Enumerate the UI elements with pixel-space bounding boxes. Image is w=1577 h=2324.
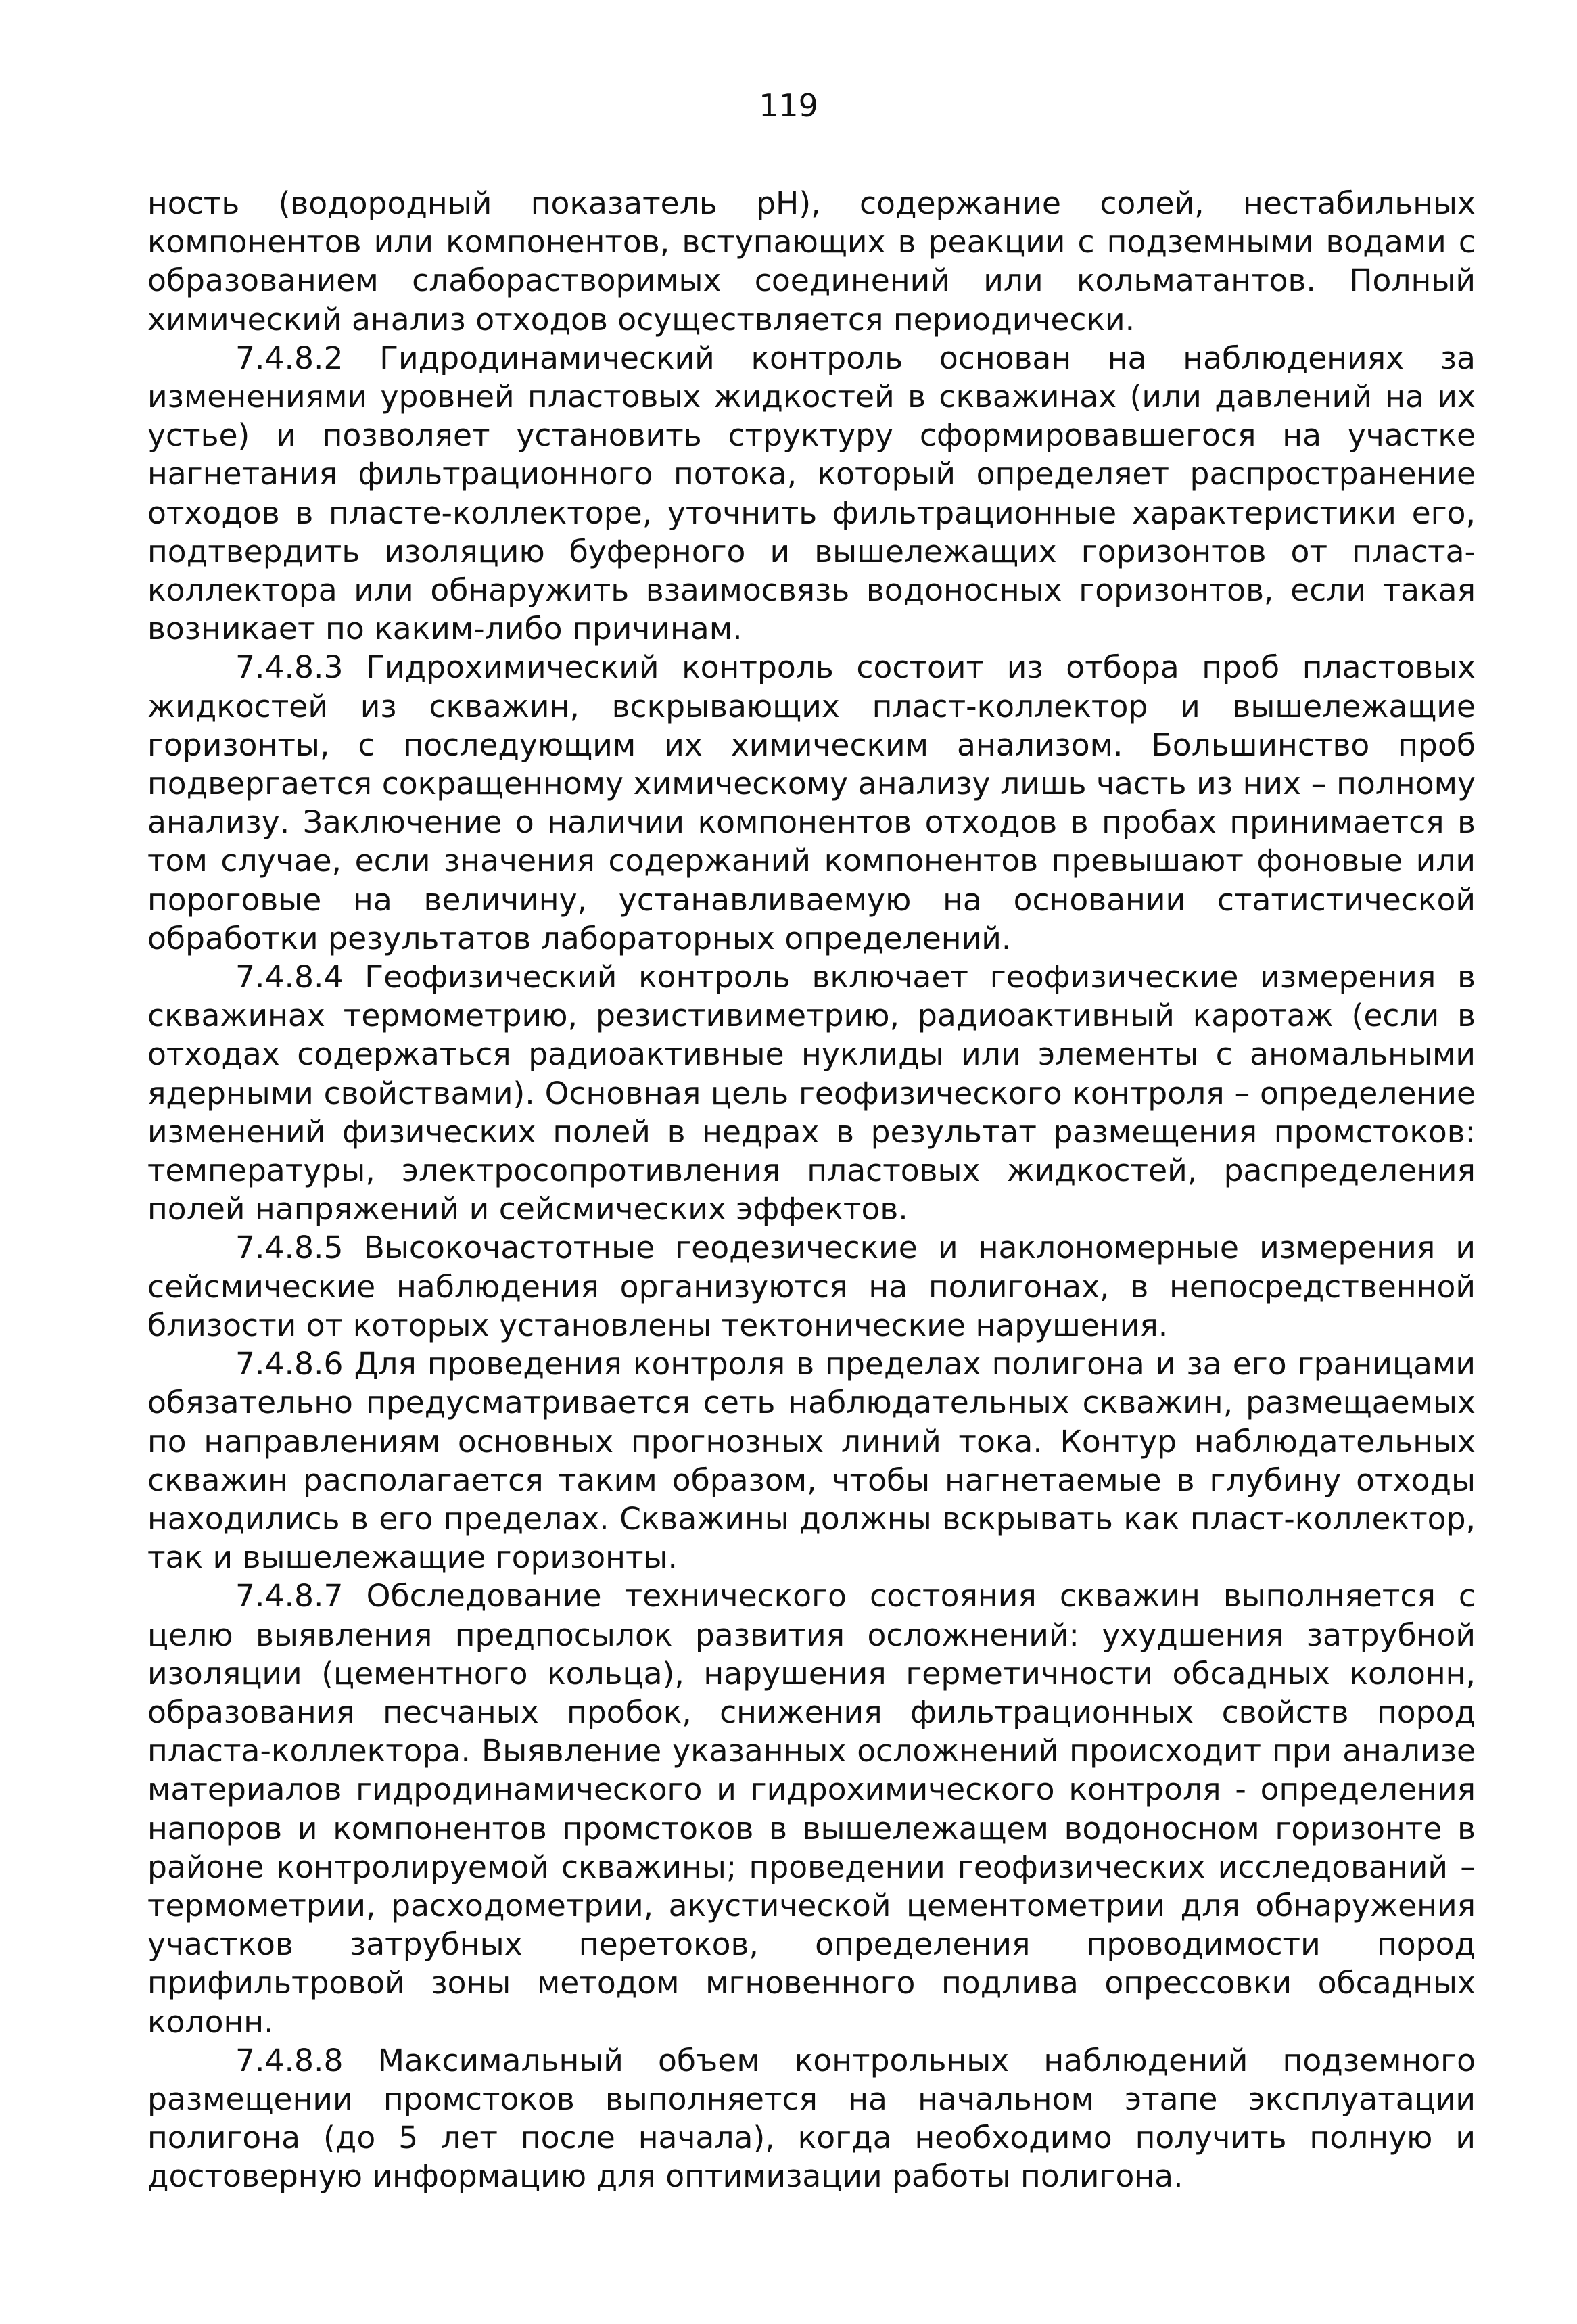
section-number: 7.4.8.8 <box>235 2042 344 2078</box>
page-number: 119 <box>759 87 818 124</box>
section-number: 7.4.8.3 <box>235 649 344 686</box>
paragraph-7-4-8-6 <box>147 1345 1476 1577</box>
paragraph-7-4-8-4 <box>147 958 1476 1228</box>
paragraph-text: Обследование технического состояния скважин выполняется с целю выявления предпосылок развития осложнений: ухудшения затрубной изоляции (цементного кольца), нарушения герметичности обсадных колонн, образования песчаных пробок, снижения фильтрационных свойств пород пласта-коллектора. Выявление указанных осложнений происходит при анализе материалов гидродинамического и гидрохимического контроля - определения напоров и компонентов промстоков в вышележащем водоносном горизонте в районе контролируемой скважины; проведении геофизических исследований – термометрии, расходометрии, акустической цементометрии для обнаружения участков затрубных перетоков, определения проводимости пород прифильтровой зоны методом мгновенного подлива опрессовки обсадных колонн. <box>147 1578 1476 2040</box>
paragraph-text: Высокочастотные геодезические и наклономерные измерения и сейсмические наблюдения организуются на полигонах, в непосредственной близости от которых установлены тектонические нарушения. <box>147 1230 1476 1343</box>
paragraph-text: Максимальный объем контрольных наблюдений подземного размещении промстоков выполняется на начальном этапе эксплуатации полигона (до 5 лет после начала), когда необходимо получить полную и достоверную информацию для оптимизации работы полигона. <box>147 2042 1476 2195</box>
section-number: 7.4.8.7 <box>235 1578 344 1614</box>
paragraph-text: Для проведения контроля в пределах полигона и за его границами обязательно предусматривается сеть наблюдательных скважин, размещаемых по направлениям основных прогнозных линий тока. Контур наблюдательных скважин располагается таким образом, чтобы нагнетаемые в глубину отходы находились в его пределах. Скважины должны вскрывать как пласт-коллектор, так и вышележащие горизонты. <box>147 1346 1476 1576</box>
paragraph-7-4-8-5 <box>147 1228 1476 1345</box>
paragraph-7-4-8-3 <box>147 648 1476 958</box>
paragraph-text: Гидрохимический контроль состоит из отбора проб пластовых жидкостей из скважин, вскрывающих пласт-коллектор и вышележащие горизонты, с последующим их химическим анализом. Большинство проб подвергается сокращенному химическому анализу лишь часть из них – полному анализу. Заключение о наличии компонентов отходов в пробах принимается в том случае, если значения содержаний компонентов превышают фоновые или пороговые на величину, устанавливаемую на основании статистической обработки результатов лабораторных определений. <box>147 649 1476 956</box>
section-number: 7.4.8.6 <box>235 1346 344 1382</box>
paragraph-text: Геофизический контроль включает геофизические измерения в скважинах термометрию, резистивиметрию, радиоактивный каротаж (если в отходах содержаться радиоактивные нуклиды или элементы с аномальными ядерными свойствами). Основная цель геофизического контроля – определение изменений физических полей в недрах в результат размещения промстоков: температуры, электросопротивления пластовых жидкостей, распределения полей напряжений и сейсмических эффектов. <box>147 959 1476 1228</box>
paragraph-text: ность (водородный показатель pH), содержание солей, нестабильных компонентов или компонентов, вступающих в реакции с подземными водами с образованием слаборастворимых соединений или кольматантов. Полный химический анализ отходов осуществляется периодически. <box>147 185 1476 338</box>
section-number: 7.4.8.4 <box>235 959 344 996</box>
paragraph-7-4-8-2 <box>147 339 1476 649</box>
paragraph-continuation <box>147 184 1476 339</box>
paragraph-7-4-8-8 <box>147 2041 1476 2196</box>
body-text <box>147 184 1476 2196</box>
section-number: 7.4.8.2 <box>235 340 344 376</box>
paragraph-text: Гидродинамический контроль основан на наблюдениях за изменениями уровней пластовых жидкостей в скважинах (или давлений на их устье) и позволяет установить структуру сформировавшегося на участке нагнетания фильтрационного потока, который определяет распространение отходов в пласте-коллекторе, уточнить фильтрационные характеристики его, подтвердить изоляцию буферного и вышележащих горизонтов от пласта-коллектора или обнаружить взаимосвязь водоносных горизонтов, если такая возникает по каким-либо причинам. <box>147 340 1476 647</box>
section-number: 7.4.8.5 <box>235 1230 344 1266</box>
paragraph-7-4-8-7 <box>147 1577 1476 2041</box>
